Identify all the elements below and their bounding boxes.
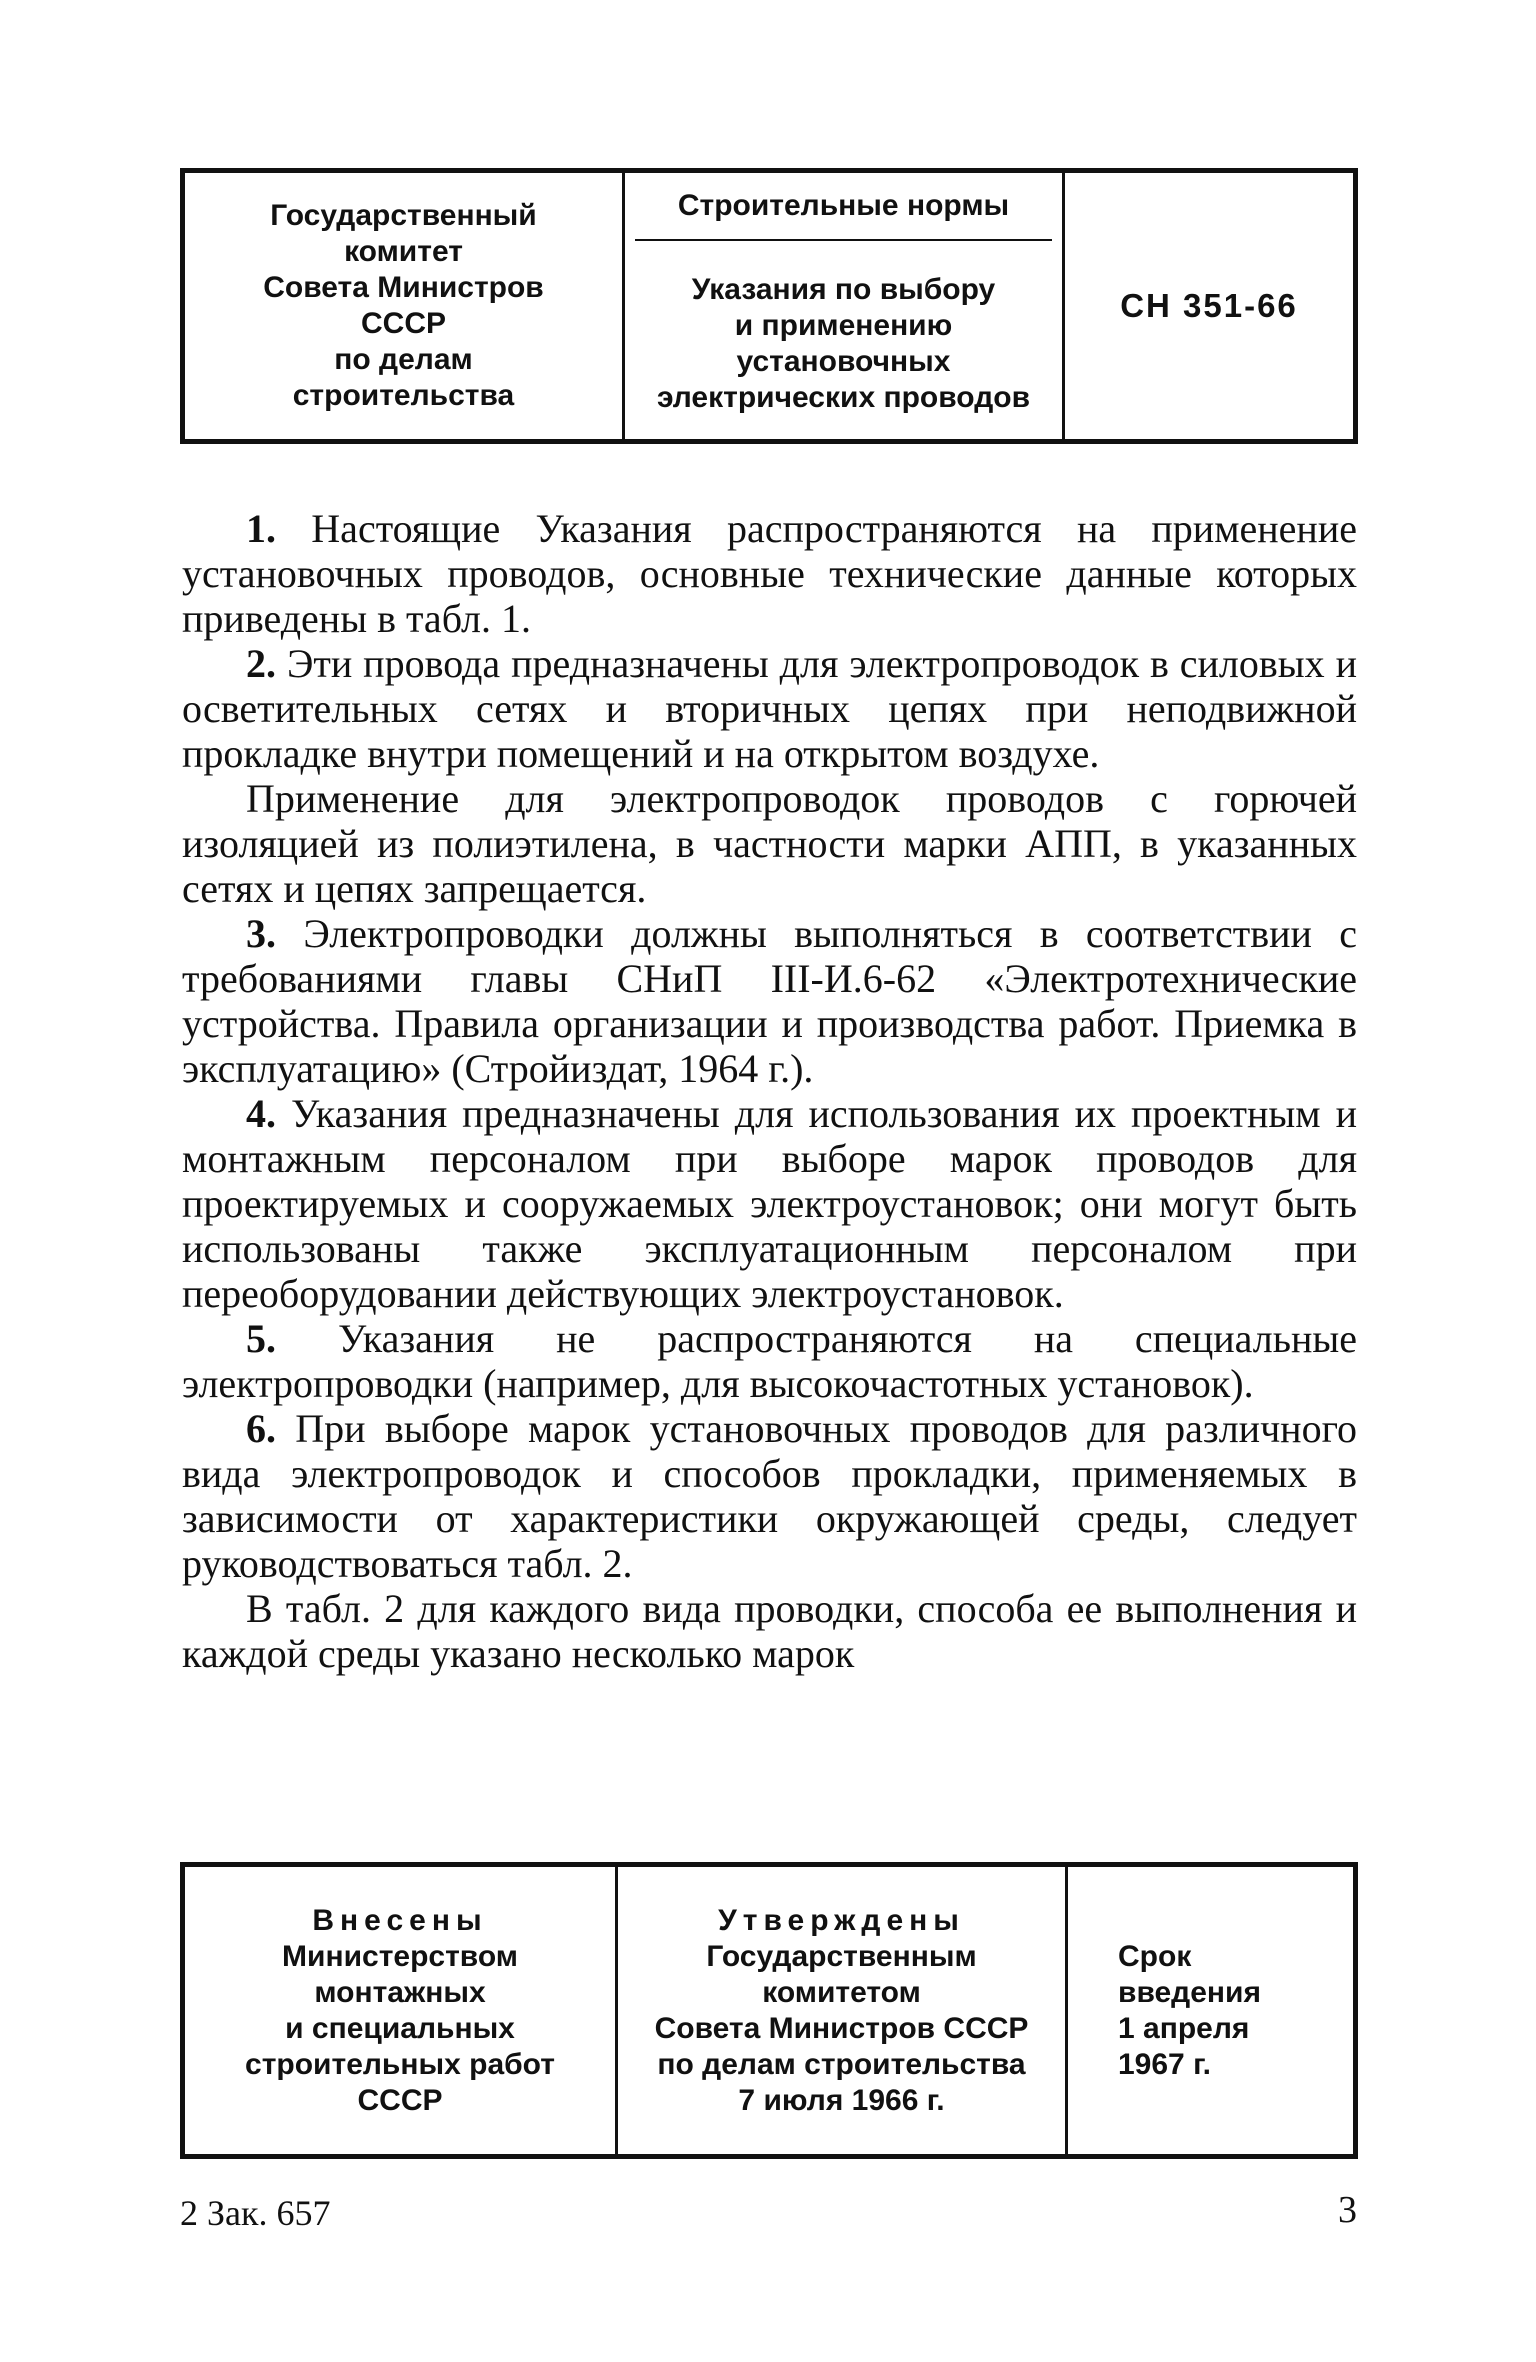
paragraph-text: Указания предназначены для использования их проектным и монтажным персоналом при выборе марок проводов для проектируемых и сооружаемых электроустановок; они могут быть использованы также эксплуатационным персоналом при переоборудовании действующих электроустановок. [182,1091,1358,1316]
effective-line: 1967 г. [1118,2047,1211,2081]
title-cell [625,173,1065,439]
approved-line: Совета Министров СССР [654,2011,1029,2045]
approved-heading: Утверждены [718,1903,965,1937]
introduced-line: монтажных [314,1975,486,2009]
category-label: Строительные нормы [635,173,1052,241]
paragraph-text: Настоящие Указания распространяются на применение установочных проводов, основные технические данные которых приведены в табл. 1. [182,506,1358,641]
effective-line: Срок [1118,1939,1192,1973]
title-line: Указания по выбору [691,273,996,306]
approved-line: 7 июля 1966 г. [738,2083,945,2117]
approved-line: Государственным [706,1939,977,1973]
paragraph-number: 6. [246,1406,276,1451]
paragraph-text: В табл. 2 для каждого вида проводки, способа ее выполнения и каждой среды указано несколько марок [182,1586,1357,1676]
introduced-line: и специальных [285,2011,515,2045]
paragraph-text: Применение для электропроводок проводов с горючей изоляцией из полиэтилена, в частности марки АПП, в указанных сетях и цепях запрещается. [182,776,1357,911]
paragraph [182,911,1357,1091]
paragraph [182,641,1357,776]
paragraph [182,506,1357,641]
paragraph-text: При выборе марок установочных проводов для различного вида электропроводок и способов прокладки, применяемых в зависимости от характеристики окружающей среды, следует руководствоваться табл. 2. [182,1406,1357,1586]
approved-line: по делам строительства [657,2047,1026,2081]
paragraph-number: 5. [246,1316,276,1361]
order-number: 2 Зак. 657 [180,2193,331,2233]
effective-line: 1 апреля [1118,2011,1250,2045]
paragraph-text: Указания не распространяются на специальные электропроводки (например, для высокочастотных установок). [182,1316,1358,1406]
paragraph [182,1091,1357,1316]
introduced-line: Министерством [282,1939,518,1973]
issuer-line: Совета Министров [263,271,544,304]
title-line: установочных [736,345,951,378]
paragraph-text: Эти провода предназначены для электропроводок в силовых и осветительных сетях и вторичных цепях при неподвижной прокладке внутри помещений и на открытом воздухе. [182,641,1357,776]
issuer-line: Государственный [270,199,537,232]
approval-table [180,1862,1358,2159]
paragraph-number: 4. [246,1091,276,1136]
effective-date-cell [1068,1867,1358,2154]
issuer-line: комитет [344,235,463,268]
introduced-cell [180,1867,618,2154]
paragraph [182,1316,1357,1406]
paragraph [182,1586,1357,1676]
paragraph-number: 3. [246,911,276,956]
body-text [182,506,1357,1676]
effective-line: введения [1118,1975,1261,2009]
title-line: и применению [734,309,953,342]
introduced-line: СССР [357,2083,443,2117]
approved-line: комитетом [762,1975,921,2009]
issuer-cell [180,173,625,439]
paragraph-number: 1. [246,506,276,551]
introduced-heading: Внесены [312,1903,488,1937]
paragraph [182,776,1357,911]
page-number: 3 [1338,2189,1357,2231]
issuer-line: СССР [360,307,446,340]
introduced-line: строительных работ [245,2047,555,2081]
paragraph-number: 2. [246,641,276,686]
paragraph-text: Электропроводки должны выполняться в соответствии с требованиями главы СНиП III-И.6-62 «Электротехнические устройства. Правила организации и производства работ. Приемка в эксплуатацию» (Стройиздат, 1964 г.). [182,911,1358,1091]
paragraph [182,1406,1357,1586]
document-code: СН 351-66 [1065,173,1358,439]
document-title [625,241,1062,439]
approved-cell [618,1867,1068,2154]
issuer-line: по делам [334,343,473,376]
title-line: электрических проводов [656,381,1031,414]
issuer-line: строительства [292,379,515,412]
header-table [180,168,1358,444]
